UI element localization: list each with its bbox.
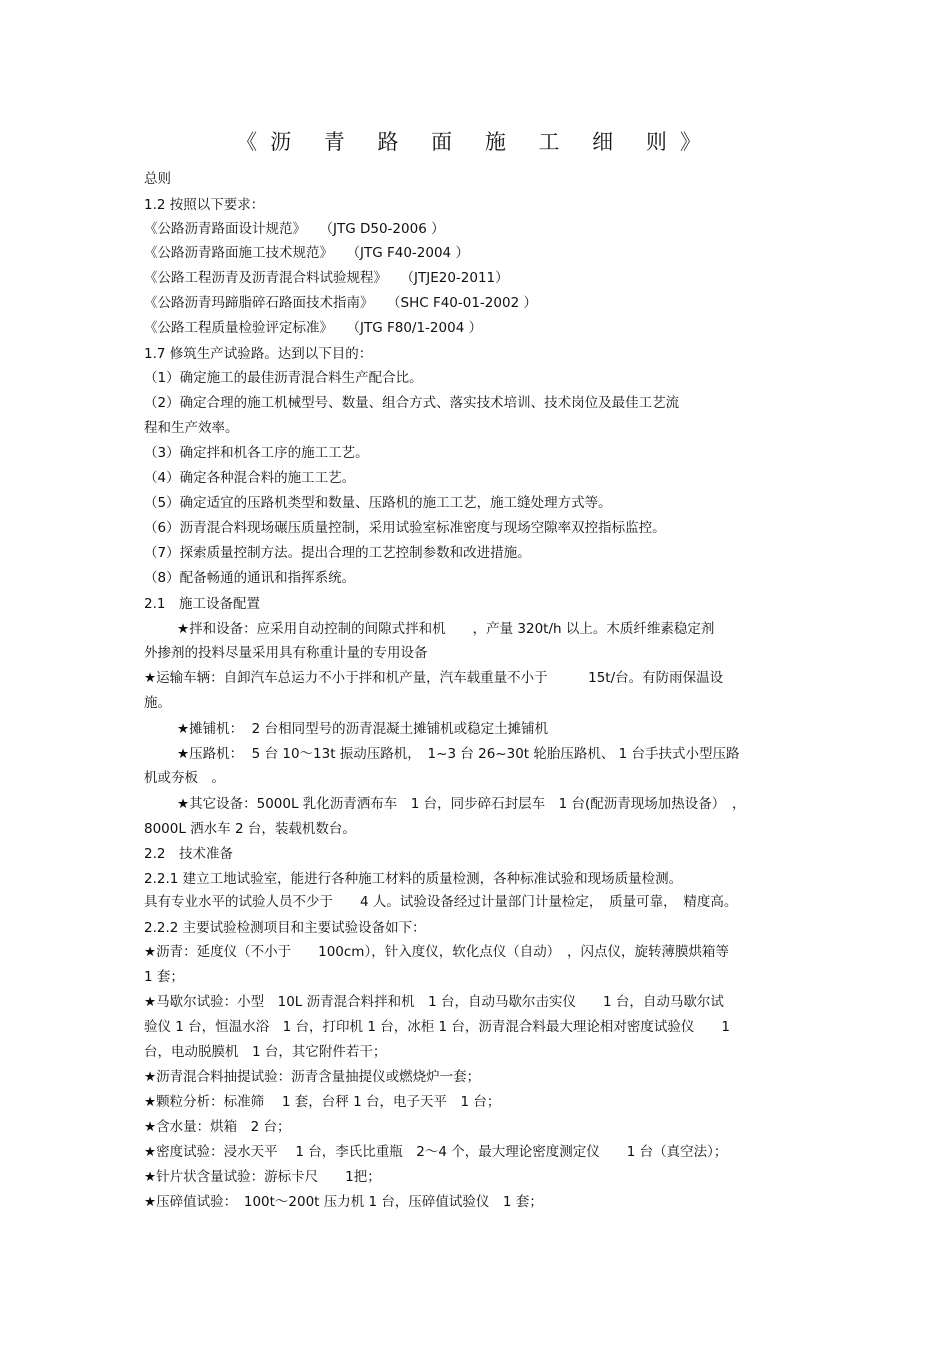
- text-line: 《公路沥青路面施工技术规范》 （JTG F40-2004 ）: [144, 245, 469, 261]
- text-line: 《公路沥青玛蹄脂碎石路面技术指南》 （SHC F40-01-2002 ）: [144, 295, 537, 311]
- text-line: （7）探索质量控制方法。提出合理的工艺控制参数和改进措施。: [144, 545, 531, 561]
- text-line: ★颗粒分析：标准筛 1 套，台秤 1 台，电子天平 1 台；: [144, 1094, 501, 1110]
- text-line: （4）确定各种混合料的施工工艺。: [144, 470, 356, 486]
- text-line: 外掺剂的投料尽量采用具有称重计量的专用设备: [144, 645, 428, 661]
- text-line: ★压路机： 5 台 10～13t 振动压路机， 1~3 台 26~30t 轮胎压路机、 1 台手扶式小型压路: [177, 746, 740, 762]
- text-line: （1）确定施工的最佳沥青混合料生产配合比。: [144, 370, 423, 386]
- text-line: 《公路工程沥青及沥青混合料试验规程》 （JTJE20-2011）: [144, 270, 509, 286]
- text-line: （6）沥青混合料现场碾压质量控制，采用试验室标准密度与现场空隙率双控指标监控。: [144, 520, 666, 536]
- text-line: ★压碎值试验： 100t～200t 压力机 1 台，压碎值试验仪 1 套；: [144, 1194, 543, 1210]
- text-line: 1.7 修筑生产试验路。达到以下目的：: [144, 346, 373, 362]
- text-line: 《公路工程质量检验评定标准》 （JTG F80/1-2004 ）: [144, 320, 483, 336]
- text-line: 8000L 洒水车 2 台，装载机数台。: [144, 821, 356, 837]
- document-title: 《沥 青 路 面 施 工 细 则》: [236, 130, 714, 154]
- text-line: 2.2.1 建立工地试验室，能进行各种施工材料的质量检测，各种标准试验和现场质量检测。: [144, 871, 683, 887]
- text-line: 程和生产效率。: [144, 420, 239, 436]
- text-line: ★针片状含量试验：游标卡尺 1把；: [144, 1169, 381, 1185]
- text-line: 《公路沥青路面设计规范》 （JTG D50-2006 ）: [144, 221, 445, 237]
- text-line: ★其它设备：5000L 乳化沥青洒布车 1 台，同步碎石封层车 1 台(配沥青现场加热设备） ，: [177, 796, 746, 812]
- text-line: （3）确定拌和机各工序的施工工艺。: [144, 445, 369, 461]
- text-line: 具有专业水平的试验人员不少于 4 人。试验设备经过计量部门计量检定， 质量可靠， 精度高。: [144, 894, 738, 910]
- text-line: ★沥青混合料抽提试验：沥青含量抽提仪或燃烧炉一套；: [144, 1069, 481, 1085]
- text-line: 验仪 1 台，恒温水浴 1 台，打印机 1 台，冰柜 1 台，沥青混合料最大理论相对密度试验仪 1: [144, 1019, 730, 1035]
- text-line: ★密度试验：浸水天平 1 台，李氏比重瓶 2～4 个，最大理论密度测定仪 1 台（真空法）；: [144, 1144, 728, 1160]
- text-line: （8）配备畅通的通讯和指挥系统。: [144, 570, 356, 586]
- text-line: ★马歇尔试验：小型 10L 沥青混合料拌和机 1 台，自动马歇尔击实仪 1 台，自动马歇尔试: [144, 994, 724, 1010]
- text-line: 1 套；: [144, 969, 184, 985]
- text-line: （5）确定适宜的压路机类型和数量、压路机的施工工艺，施工缝处理方式等。: [144, 495, 612, 511]
- text-line: 机或夯板 。: [144, 770, 225, 786]
- text-line: 施。: [144, 695, 171, 711]
- text-line: ★含水量：烘箱 2 台；: [144, 1119, 291, 1135]
- text-line: ★摊铺机： 2 台相同型号的沥青混凝土摊铺机或稳定土摊铺机: [177, 721, 549, 737]
- text-line: 2.2.2 主要试验检测项目和主要试验设备如下：: [144, 920, 426, 936]
- text-line: ★拌和设备：应采用自动控制的间隙式拌和机 ，产量 320t/h 以上。木质纤维素稳定剂: [177, 621, 715, 637]
- section-heading: 2.1 施工设备配置: [144, 596, 260, 612]
- text-line: ★运输车辆：自卸汽车总运力不小于拌和机产量，汽车载重量不小于 15t/台。有防雨保温设: [144, 670, 724, 686]
- section-heading: 总则: [144, 171, 171, 187]
- text-line: ★沥青：延度仪（不小于 100cm），针入度仪，软化点仪（自动） ，闪点仪，旋转薄膜烘箱等: [144, 944, 729, 960]
- text-line: 1.2 按照以下要求：: [144, 197, 265, 213]
- text-line: 台，电动脱膜机 1 台，其它附件若干；: [144, 1044, 387, 1060]
- section-heading: 2.2 技术准备: [144, 846, 233, 862]
- text-line: （2）确定合理的施工机械型号、数量、组合方式、落实技术培训、技术岗位及最佳工艺流: [144, 395, 680, 411]
